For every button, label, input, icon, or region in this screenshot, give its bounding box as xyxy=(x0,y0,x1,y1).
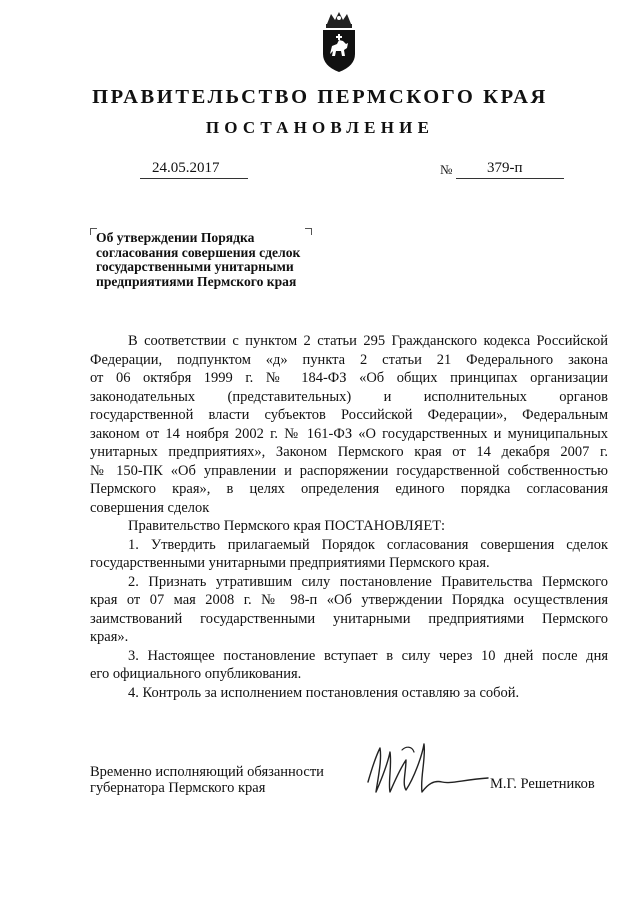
document-subject xyxy=(96,231,300,289)
subject-line: государственными унитарными xyxy=(96,259,294,274)
preamble-line: унитарных предприятиях», Законом Пермского края от 14 декабря 2007 г. xyxy=(90,444,608,460)
perm-krai-coat-of-arms-icon xyxy=(317,10,361,74)
preamble-line: законодательных (представительных) и исполнительных органов xyxy=(90,388,608,405)
preamble-line: № 150-ПК «Об управлении и распоряжении государственной собственностью xyxy=(90,462,608,479)
item-2-line: края от 07 мая 2008 г. № 98-п «Об утверждении Порядка осуществления xyxy=(90,592,608,608)
item-2-line: 2. Признать утратившим силу постановление Правительства Пермского xyxy=(128,573,608,590)
preamble-line: государственной власти субъектов Российской Федерации», Федеральным xyxy=(90,407,608,423)
item-3-line: его официального опубликования. xyxy=(90,666,302,682)
number-underline xyxy=(456,178,564,179)
item-1-line: государственными унитарными предприятиями Пермского края. xyxy=(90,555,490,571)
preamble-line: В соответствии с пунктом 2 статьи 295 Гражданского кодекса Российской xyxy=(128,333,608,349)
item-4-line: 4. Контроль за исполнением постановления оставляю за собой. xyxy=(128,684,520,701)
document-date: 24.05.2017 xyxy=(152,160,220,176)
signatory-role-line: Временно исполняющий обязанности xyxy=(90,764,324,780)
signatory-role-line: губернатора Пермского края xyxy=(90,780,266,796)
subject-line: предприятиями Пермского края xyxy=(96,273,297,289)
number-sign: № xyxy=(440,162,453,177)
document-number: 379-п xyxy=(487,160,523,176)
preamble-line: Федерации, подпунктом «д» пункта 2 статьи 21 Федерального закона xyxy=(90,351,608,368)
preamble-line: от 06 октября 1999 г. № 184-ФЗ «Об общих принципах организации xyxy=(90,370,608,386)
preamble-line: законом от 14 ноября 2002 г. № 161-ФЗ «О государственных и муниципальных xyxy=(90,425,608,442)
subject-line: согласования совершения сделок xyxy=(96,244,301,260)
preamble-line: совершения сделок xyxy=(90,499,210,516)
item-2-line: заимствований государственными унитарными предприятиями Пермского xyxy=(90,610,608,627)
handwritten-signature-icon xyxy=(362,738,490,800)
signatory-role xyxy=(90,764,324,796)
document-type: ПОСТАНОВЛЕНИЕ xyxy=(205,118,435,137)
document-body xyxy=(90,332,608,702)
item-1-line: 1. Утвердить прилагаемый Порядок согласования совершения сделок xyxy=(128,536,608,553)
government-title: ПРАВИТЕЛЬСТВО ПЕРМСКОГО КРАЯ xyxy=(92,86,548,108)
subject-line: Об утверждении Порядка xyxy=(96,230,255,245)
signatory-name: М.Г. Решетников xyxy=(490,776,595,792)
date-underline xyxy=(140,178,248,179)
subject-corner-right xyxy=(305,228,312,235)
resolves-line: Правительство Пермского края ПОСТАНОВЛЯЕТ: xyxy=(128,518,446,534)
preamble-line: Пермского края», в целях определения единого порядка согласования xyxy=(90,481,608,497)
item-3-line: 3. Настоящее постановление вступает в силу через 10 дней после дня xyxy=(128,647,608,664)
item-2-line: края». xyxy=(90,629,129,645)
